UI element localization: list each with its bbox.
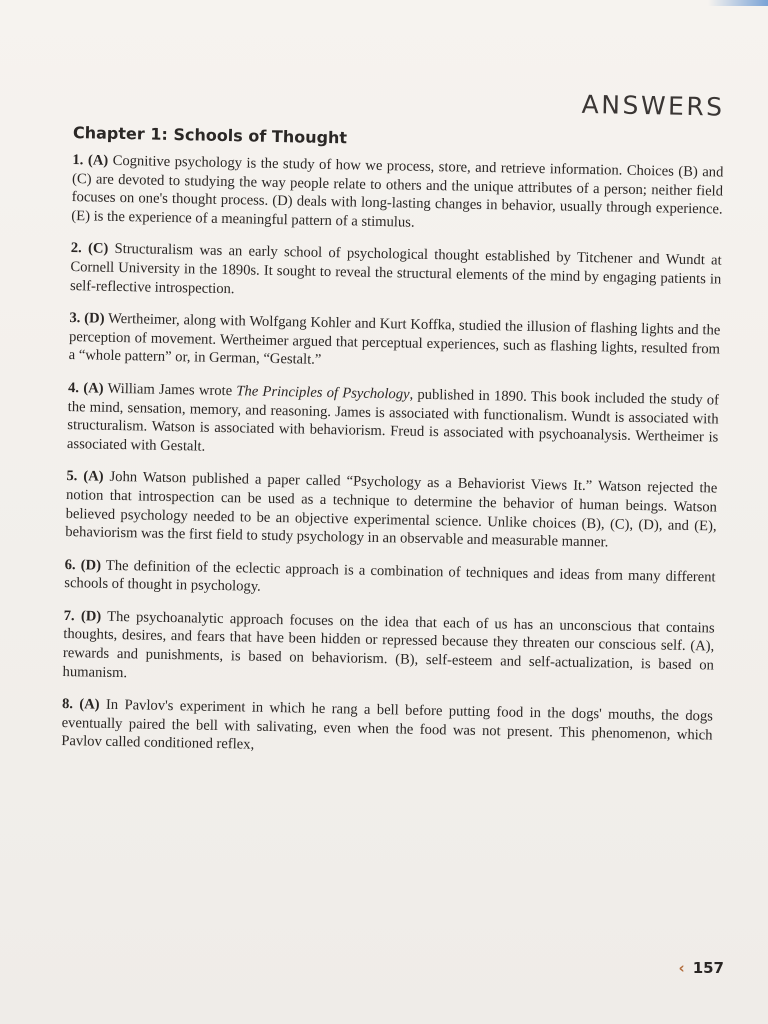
answer-explanation: Cognitive psychology is the study of how we process, store, and retrieve information. Choices (B) and (C) are devoted to studying the way people relate to others and the unique attributes of a person; neither field focuses on one's thought process. (D) deals with long-lasting changes in behavior, usually through experience. (E) is the experience of a meaningful pattern of a stimulus. [71, 152, 724, 231]
answer-5 [65, 467, 717, 554]
answer-number: 7. [63, 607, 75, 625]
chevron-left-icon: ‹ [678, 959, 685, 977]
answer-explanation: The definition of the eclectic approach is a combination of techniques and ideas from many different schools of thought in psychology. [64, 557, 716, 596]
answer-explanation: Wertheimer, along with Wolfgang Kohler and Kurt Koffka, studied the illusion of flashing lights and the perception of movement. Wertheimer argued that perceptual experiences, such as flashing lights, resulted from a “whole pattern” or, in German, “Gestalt.” [68, 310, 721, 369]
page-content [57, 80, 725, 777]
page-number: 157 [692, 959, 724, 977]
answer-explanation: In Pavlov's experiment in which he rang a bell before putting food in the dogs' mouths, the dogs eventually paired the bell with salivating, even when the food was not present. This phenomenon, which Pavlov called conditioned reflex, [61, 697, 714, 754]
answer-number: 2. [70, 240, 82, 257]
answer-3 [69, 309, 721, 377]
answer-number: 1. [72, 152, 84, 169]
answer-explanation-start: William James wrote [107, 380, 237, 400]
answer-choice: (D) [84, 310, 105, 327]
book-title: The Principles of Psychology [236, 383, 410, 403]
answer-choice: (D) [80, 556, 102, 574]
answer-7 [62, 607, 714, 694]
answer-explanation: John Watson published a paper called “Psychology as a Behaviorist Views It.” Watson rejected the notion that introspection can be used as a technique to determine the behavior of human beings. Watson believed psychology needed to be an objective experimental science. Unlike choices (B), (C), (D), and (E), behaviorism was the first field to study psychology in an observable and measurable manner. [65, 469, 718, 551]
answer-number: 5. [66, 468, 78, 485]
answer-choice: (A) [79, 696, 100, 713]
answer-choice: (D) [80, 608, 102, 625]
answer-choice: (A) [87, 152, 109, 169]
answer-1 [71, 151, 723, 238]
chapter-title: Chapter 1: Schools of Thought [72, 123, 348, 148]
answer-number: 3. [69, 310, 81, 327]
answer-number: 8. [61, 696, 74, 713]
page-footer [679, 959, 725, 977]
answer-4 [67, 379, 719, 466]
answer-choice: (C) [87, 240, 109, 258]
answer-choice: (A) [83, 380, 104, 397]
corner-accent [708, 0, 768, 6]
answer-choice: (A) [83, 468, 104, 486]
answer-number: 6. [64, 556, 76, 573]
answer-explanation: The psychoanalytic approach focuses on the idea that each of us has an unconscious that contains thoughts, desires, and fears that have been hidden or repressed because they threaten our conscious self. (A), rewards and punishments, is based on behaviorism. (B), self-esteem and self-actualization, is based on humanism. [62, 608, 715, 681]
answer-explanation-end: , published in 1890. This book included the study of the mind, sensation, memory, and reasoning. James is associated with functionalism. Wundt is associated with structuralism. Watson is associated with behaviorism. Freud is associated with psychoanalysis. Wertheimer is associated with Gestalt. [66, 386, 720, 455]
answer-2 [70, 239, 722, 307]
answer-8 [61, 695, 713, 763]
answer-number: 4. [67, 379, 80, 397]
answer-6 [64, 556, 716, 606]
answer-explanation: Structuralism was an early school of psychological thought established by Titchener and Wundt at Cornell University in the 1890s. It sought to reveal the structural elements of the mind by engaging patients in self-reflective introspection. [69, 241, 722, 297]
page-title: ANSWERS [581, 89, 725, 122]
